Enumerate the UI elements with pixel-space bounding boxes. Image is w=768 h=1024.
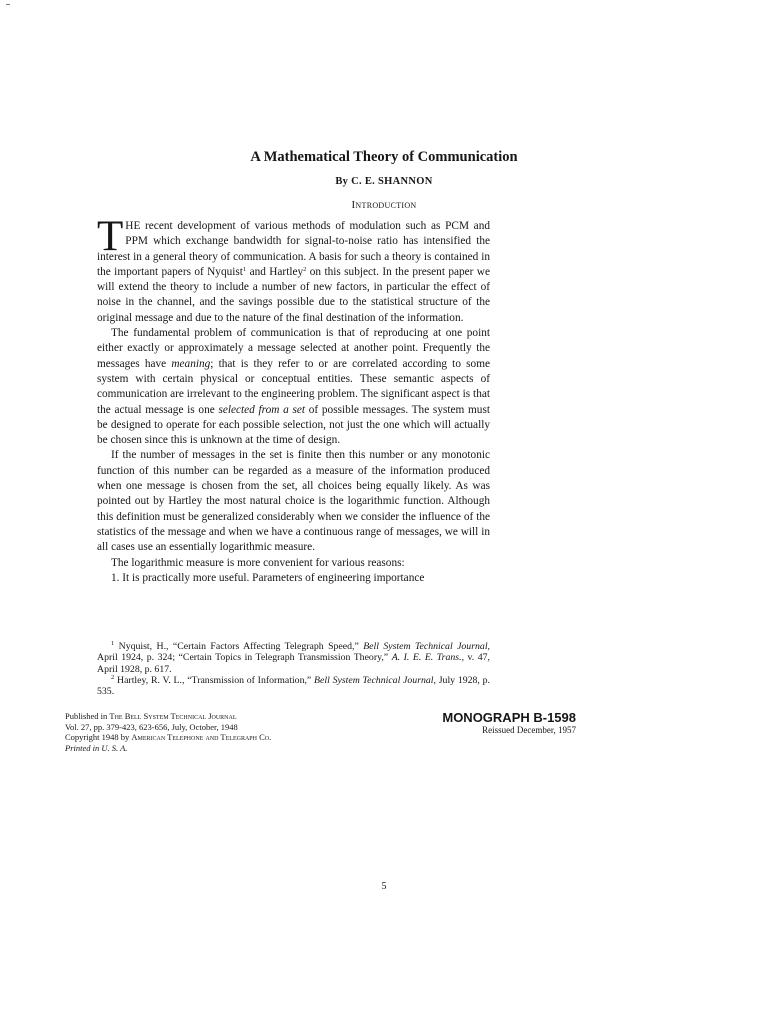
paragraph-5: 1. It is practically more useful. Parameters of engineering importance	[111, 571, 425, 584]
paragraph-1	[97, 219, 490, 326]
paragraph-2-b: ; that is they refer to or are correlated according to some system with certain physical or conceptual entities. These semantic aspects of communication are irrelevant to the engineering problem. The significant aspect is that the actual message is one	[97, 357, 491, 416]
publication-line-4	[65, 743, 271, 754]
monograph-number: MONOGRAPH B-1598	[442, 710, 576, 725]
publication-info	[65, 711, 271, 753]
footnote-2-b: , July 1928, p. 535.	[97, 674, 490, 698]
footnote-2-a: Hartley, R. V. L., “Transmission of Information,”	[114, 674, 315, 686]
paper-title: A Mathematical Theory of Communication	[250, 149, 518, 165]
scan-mark	[6, 4, 10, 5]
publication-line-1	[65, 711, 271, 722]
reissue-date: Reissued December, 1957	[482, 725, 576, 735]
footnote-2	[97, 675, 490, 698]
footnote-2-mark: 2	[111, 673, 115, 681]
footnote-2-journal: Bell System Technical Journal	[314, 674, 434, 686]
publication-line-3-text: Copyright 1948 by	[65, 732, 132, 742]
paragraph-2-a: The fundamental problem of communication is that of reproducing at one point either exactly or approximately a message selected at another point. Frequently the messages have	[97, 327, 490, 370]
copyright-holder: American Telephone and Telegraph Co.	[131, 732, 272, 742]
footnote-ref-1[interactable]: 1	[242, 265, 247, 273]
paragraph-1-text: HE recent development of various methods of modulation such as PCM and PPM which exchange bandwidth for signal-to-noise ratio has intensified the interest in a general theory of communication. A basis for such a theory is contained in the important papers of Nyquist	[97, 220, 490, 278]
paragraph-1-tail: on this subject. In the present paper we will extend the theory to include a number of new factors, in particular the effect of noise in the channel, and the savings possible due to the statistical structure of the original message and due to the nature of the final destination of the information.	[97, 265, 490, 324]
publication-line-1-text: Published in	[65, 711, 110, 721]
paragraph-2-em-meaning: meaning	[171, 357, 211, 370]
journal-name: The Bell System Technical Journal	[109, 711, 237, 721]
section-heading	[0, 199, 768, 211]
footnote-1-a: Nyquist, H., “Certain Factors Affecting Telegraph Speed,”	[114, 641, 364, 652]
footnote-1-b: , April 1924, p. 324; “Certain Topics in Telegraph Transmission Theory,”	[97, 641, 490, 664]
section-heading-text: Introduction	[351, 199, 417, 211]
drop-cap: T	[97, 219, 124, 260]
paragraph-1-and: and Hartley	[246, 265, 304, 278]
paragraph-2-em-selected: selected from a set	[218, 403, 306, 416]
body-text	[97, 219, 490, 586]
page-number: 5	[381, 881, 387, 892]
footnote-1-trans: A. I. E. E. Trans.	[391, 652, 462, 664]
paragraph-2	[97, 326, 490, 448]
footnote-1	[97, 641, 490, 675]
printed-in: Printed in U. S. A.	[65, 742, 128, 753]
footnote-1-journal: Bell System Technical Journal	[363, 641, 488, 652]
author-byline: By C. E. SHANNON	[335, 176, 433, 187]
publication-line-3	[65, 732, 271, 743]
publication-line-2: Vol. 27, pp. 379-423, 623-656, July, October, 1948	[65, 721, 238, 732]
paragraph-4: The logarithmic measure is more convenient for various reasons:	[111, 556, 405, 569]
paragraph-3: If the number of messages in the set is finite then this number or any monotonic function of this number can be regarded as a measure of the information produced when one message is chosen from the set, all choices being equally likely. As was pointed out by Hartley the most natural choice is the logarithmic function. Although this definition must be generalized considerably when we consider the influence of the statistics of the message and when we have a continuous range of messages, we will in all cases use an essentially logarithmic measure.	[97, 449, 490, 554]
footnotes	[97, 641, 490, 697]
footnote-ref-2[interactable]: 2	[303, 265, 307, 273]
footnote-1-c: , v. 47, April 1928, p. 617.	[97, 652, 491, 675]
footnote-1-mark: 1	[111, 640, 115, 647]
paragraph-2-c: of possible messages. The system must be designed to operate for each possible selection, not just the one which will actually be chosen since this is unknown at the time of design.	[97, 403, 490, 447]
